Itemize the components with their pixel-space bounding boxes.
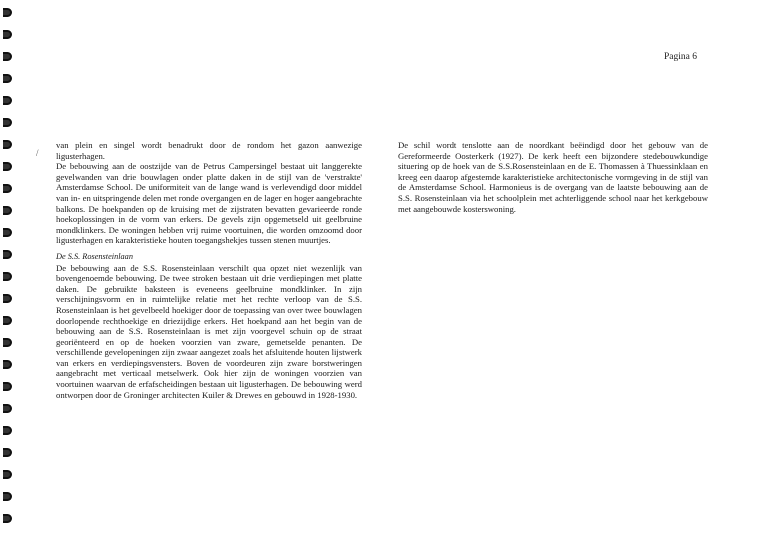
right-column [398,140,708,214]
paragraph: De bebouwing aan de S.S. Rosensteinlaan verschilt qua opzet niet wezenlijk van bovengenoemde bebouwing. De twee stroken bestaan uit drie verdiepingen met platte daken. De gebruikte baksteen is eveneens geelbruine mondklinker. In zijn verschijningsvorm en in ruimtelijke relatie met het rechte verloop van de S.S. Rosensteinlaan is het gevelbeeld hoekiger door de toepassing van over twee bouwlagen doorlopende rechthoekige en driezijdige erkers. Het hoekpand aan het begin van de bebouwing aan de S.S. Rosensteinlaan is met zijn voorgevel schuin op de straat georiënteerd en op de hoeken voorzien van zware, gemetselde penanten. De verschillende gevelopeningen zijn zwaar aangezet zoals het afsluitende houten lijstwerk van erkers en verdiepingsvensters. Boven de voordeuren zijn zware borstweringen aangebracht met verticaal metselwerk. Ook hier zijn de woningen voorzien van voortuinen waarvan de erfafscheidingen bestaan uit ligusterhagen. De bebouwing werd ontworpen door de Groninger architecten Kuiler & Drewes en gebouwd in 1928-1930. [56,262,362,400]
pencil-mark-icon: / [36,148,39,158]
paragraph: De schil wordt tenslotte aan de noordkant beëindigd door het gebouw van de Gereformeerde Oosterkerk (1927). De kerk heeft een bijzondere stedebouwkundige situering op de hoek van de S.S.Rosensteinlaan en de E. Thomassen à Thuessinklaan en kreeg een daarop afgestemde karakteristieke architectonische vormgeving in de stijl van de Amsterdamse School. Harmonieus is de overgang van de laatste bebouwing aan de S.S. Rosensteinlaan via het schoolplein met achterliggende school naar het kerkgebouw met aangebouwde kosterswoning. [398,140,708,214]
binding-ring-icon [3,514,12,523]
binding-ring-icon [3,250,12,259]
binding-ring-icon [3,8,12,17]
binding-ring-icon [3,162,12,171]
spiral-binding [0,0,16,543]
binding-ring-icon [3,74,12,83]
binding-ring-icon [3,382,12,391]
paragraph: De bebouwing aan de oostzijde van de Petrus Campersingel bestaat uit langgerekte gevelwanden van drie bouwlagen onder platte daken in de stijl van de 'verstrakte' Amsterdamse School. De uniformiteit van de lange wand is verlevendigd door middel van in- en uitspringende delen met ronde overgangen en de lager en hoger aangebrachte balkons. De hoekpanden op de kruising met de zijstraten bevatten gevarieerde ronde hoekoplossingen in de vorm van erkers. De gevels zijn opgemetseld uit geelbruine mondklinkers. De woningen hebben vrij ruime voortuinen, die worden omzoomd door ligusterhagen en karakteristieke houten toegangshekjes tussen stenen muurtjes. [56,161,362,246]
binding-ring-icon [3,404,12,413]
binding-ring-icon [3,206,12,215]
binding-ring-icon [3,470,12,479]
paragraph: van plein en singel wordt benadrukt door de rondom het gazon aanwezige ligusterhagen. [56,140,362,161]
binding-ring-icon [3,228,12,237]
binding-ring-icon [3,448,12,457]
left-column [56,140,362,400]
section-subheading: De S.S. Rosensteinlaan [56,251,133,261]
binding-ring-icon [3,96,12,105]
binding-ring-icon [3,316,12,325]
binding-ring-icon [3,52,12,61]
page-number: Pagina 6 [664,52,697,62]
binding-ring-icon [3,294,12,303]
binding-ring-icon [3,30,12,39]
binding-ring-icon [3,118,12,127]
binding-ring-icon [3,184,12,193]
binding-ring-icon [3,492,12,501]
binding-ring-icon [3,360,12,369]
binding-ring-icon [3,426,12,435]
binding-ring-icon [3,140,12,149]
binding-ring-icon [3,272,12,281]
binding-ring-icon [3,338,12,347]
